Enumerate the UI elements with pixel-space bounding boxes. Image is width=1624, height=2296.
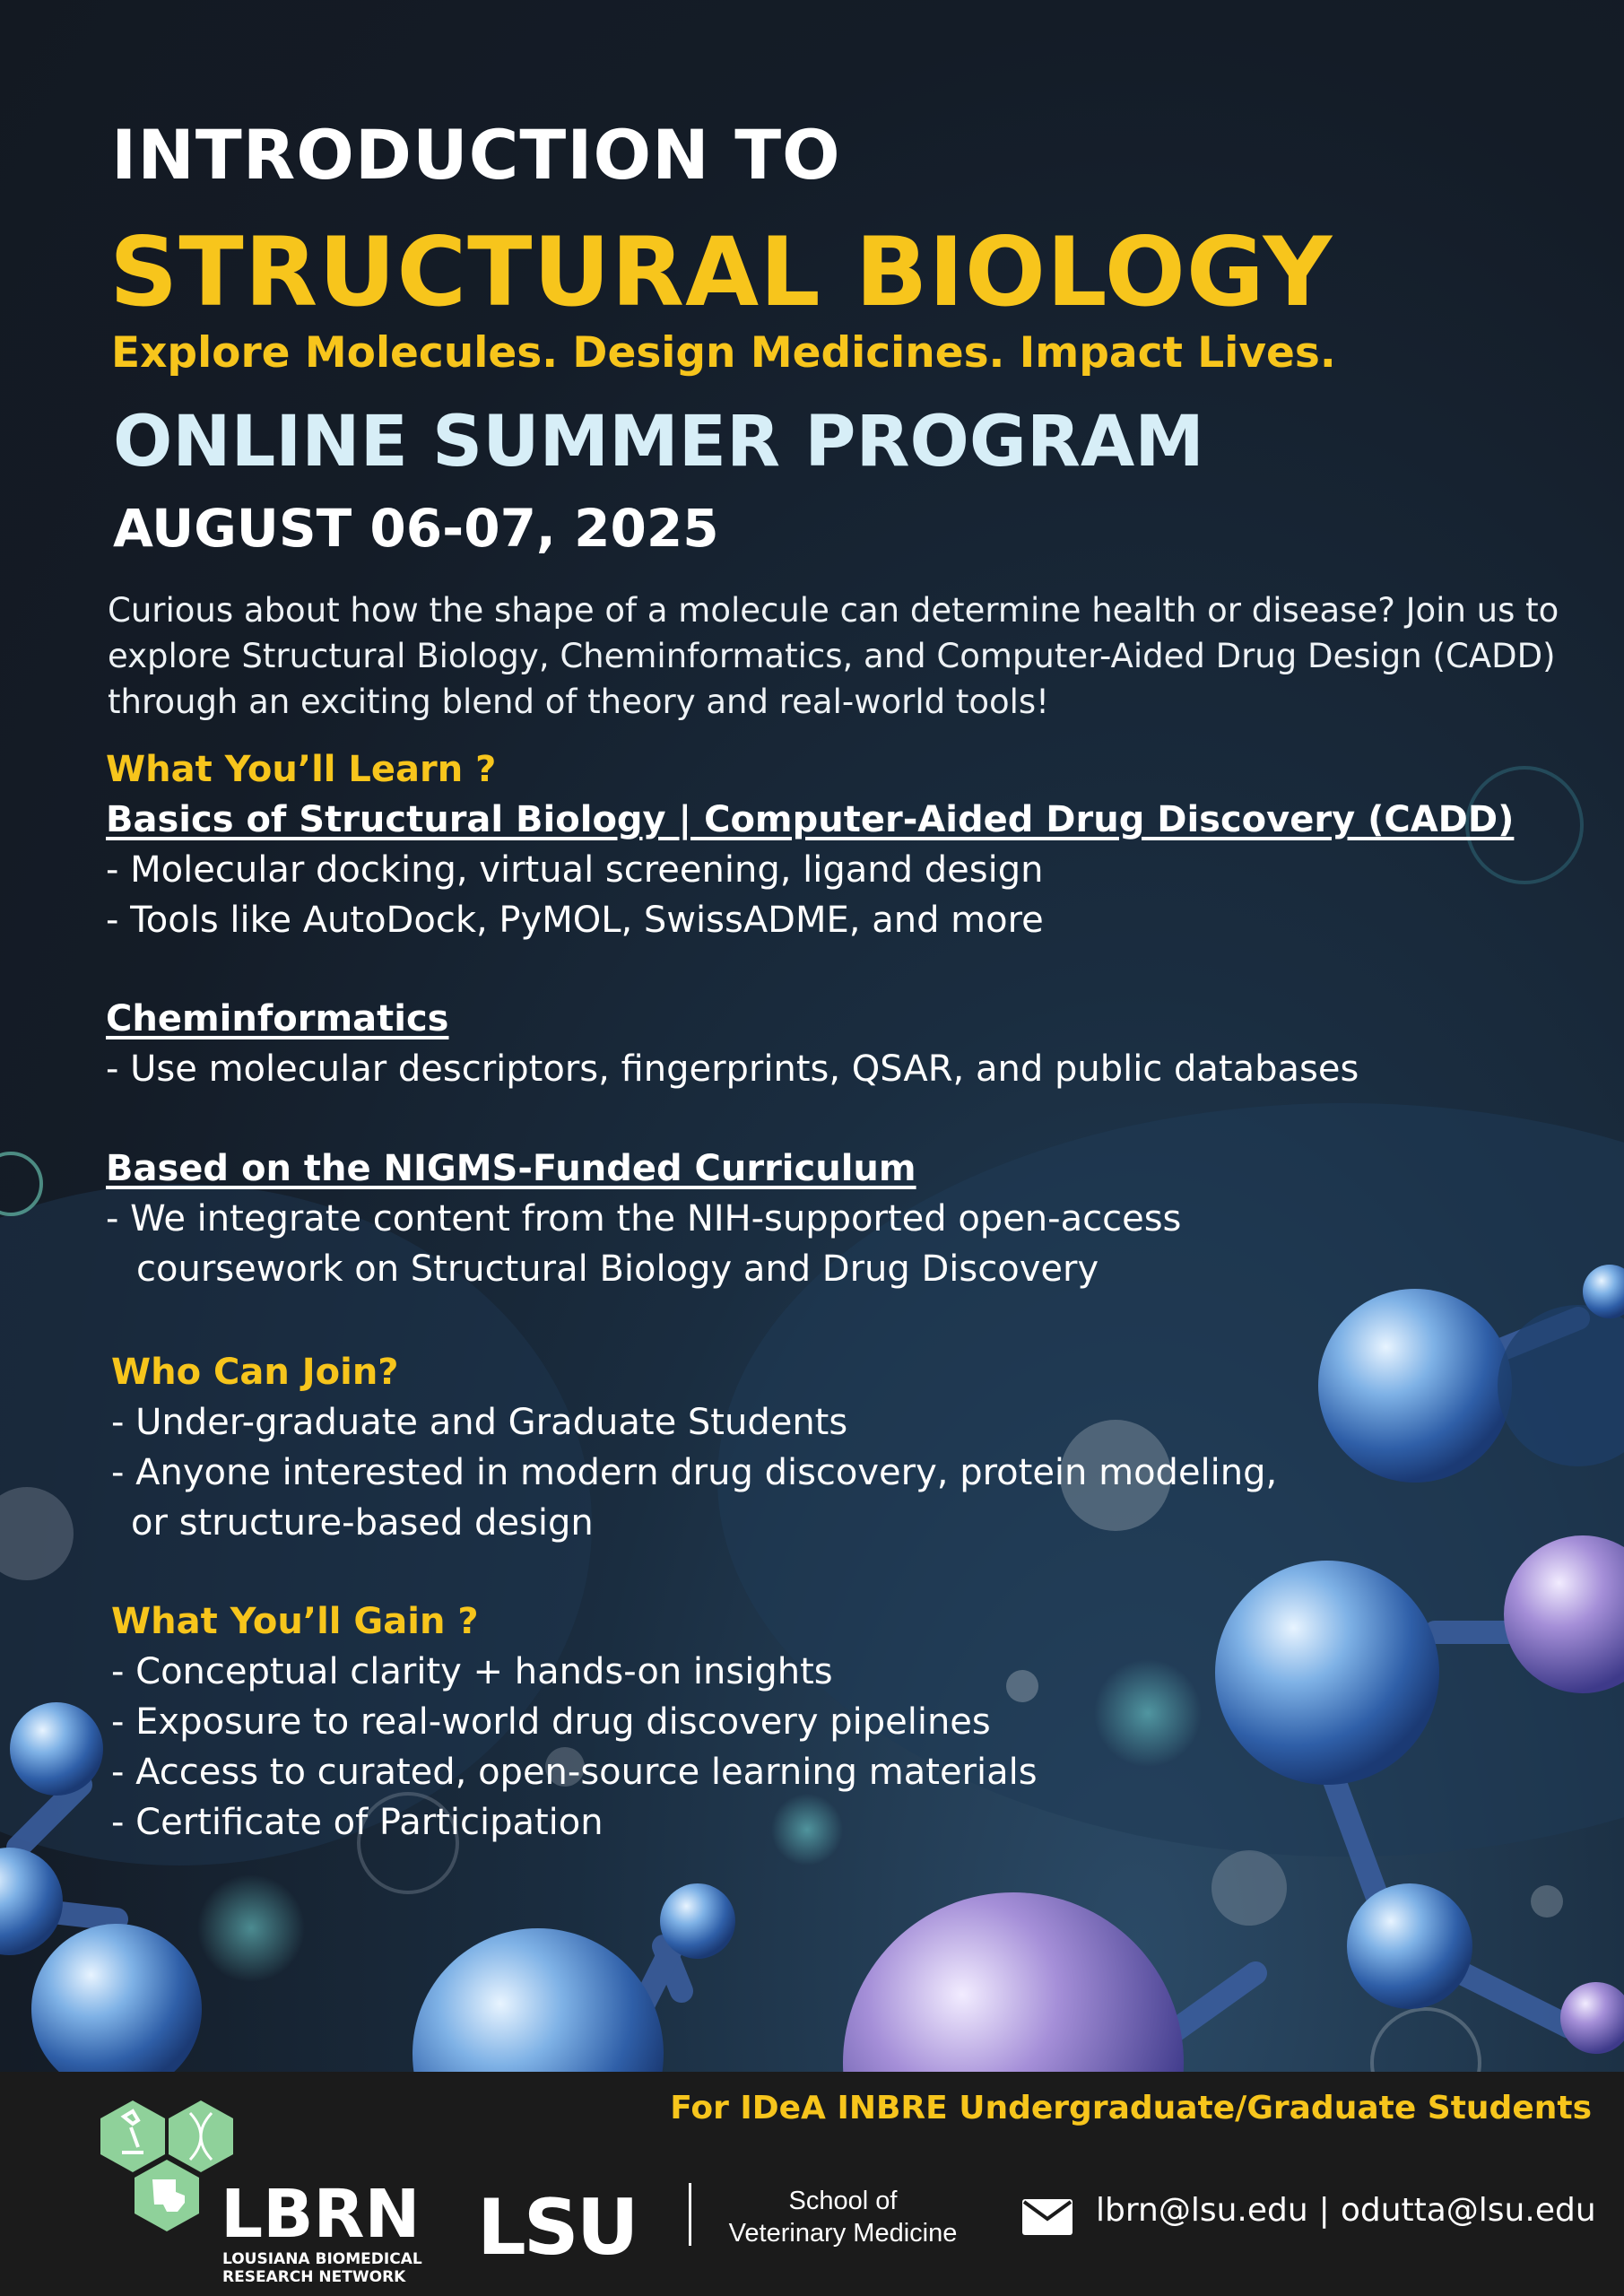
logo-divider (689, 2183, 691, 2246)
learn-heading: What You’ll Learn ? (106, 749, 497, 790)
chem-item: - Use molecular descriptors, fingerprints, QSAR, and public databases (106, 1048, 1359, 1090)
title-intro-line: INTRODUCTION TO (111, 115, 841, 195)
school-name (717, 2185, 968, 2249)
main-title: STRUCTURAL BIOLOGY (109, 217, 1333, 327)
intro-paragraph (108, 587, 1614, 725)
lbrn-logo (100, 2100, 441, 2289)
intro-line: explore Structural Biology, Cheminformatics, and Computer-Aided Drug Design (CADD) (108, 637, 1556, 675)
gain-item: - Exposure to real-world drug discovery pipelines (111, 1701, 991, 1743)
join-item: - Anyone interested in modern drug discovery, protein modeling, (111, 1452, 1278, 1493)
program-dates: AUGUST 06-07, 2025 (113, 498, 719, 559)
email-link-odutta[interactable]: odutta@lsu.edu (1340, 2192, 1596, 2229)
chem-subheading: Cheminformatics (106, 998, 449, 1039)
intro-line: Curious about how the shape of a molecule can determine health or disease? Join us to (108, 591, 1559, 630)
lbrn-subtitle-line: RESEARCH NETWORK (222, 2268, 406, 2286)
curriculum-item-continued: coursework on Structural Biology and Drug Discovery (136, 1248, 1099, 1290)
school-name-line: School of (788, 2187, 898, 2215)
intro-line: through an exciting blend of theory and real-world tools! (108, 683, 1050, 721)
lsu-wordmark: LSU (477, 2183, 637, 2273)
lbrn-wordmark: LBRN (221, 2176, 421, 2253)
join-item-continued: or structure-based design (131, 1502, 594, 1544)
join-section (111, 1347, 1546, 1548)
gain-item: - Conceptual clarity + hands-on insights (111, 1651, 833, 1692)
join-heading: Who Can Join? (111, 1352, 399, 1393)
curriculum-section (106, 1144, 1541, 1294)
curriculum-subheading: Based on the NIGMS-Funded Curriculum (106, 1148, 916, 1189)
program-title: ONLINE SUMMER PROGRAM (113, 402, 1204, 483)
gain-item: - Certificate of Participation (111, 1802, 604, 1843)
lbrn-subtitle-line: LOUSIANA BIOMEDICAL (222, 2250, 422, 2268)
learn-item: - Molecular docking, virtual screening, ligand design (106, 849, 1044, 891)
gain-item: - Access to curated, open-source learning materials (111, 1752, 1038, 1793)
gain-heading: What You’ll Gain ? (111, 1601, 479, 1642)
gain-section (111, 1596, 1546, 1848)
email-link-lbrn[interactable]: lbrn@lsu.edu (1096, 2192, 1308, 2229)
learn-subheading: Basics of Structural Biology | Computer-Aided Drug Discovery (CADD) (106, 799, 1515, 840)
tagline: Explore Molecules. Design Medicines. Impact Lives. (111, 328, 1336, 378)
contact-emails (1096, 2192, 1596, 2229)
learn-item: - Tools like AutoDock, PyMOL, SwissADME, and more (106, 900, 1044, 941)
cheminformatics-section (106, 994, 1541, 1094)
curriculum-item: - We integrate content from the NIH-supported open-access (106, 1198, 1182, 1239)
join-item: - Under-graduate and Graduate Students (111, 1402, 848, 1443)
school-name-line: Veterinary Medicine (728, 2219, 958, 2248)
email-separator: | (1318, 2192, 1330, 2229)
learn-section (106, 744, 1541, 945)
audience-line: For IDeA INBRE Undergraduate/Graduate Students (670, 2090, 1592, 2126)
envelope-icon (1022, 2199, 1073, 2235)
